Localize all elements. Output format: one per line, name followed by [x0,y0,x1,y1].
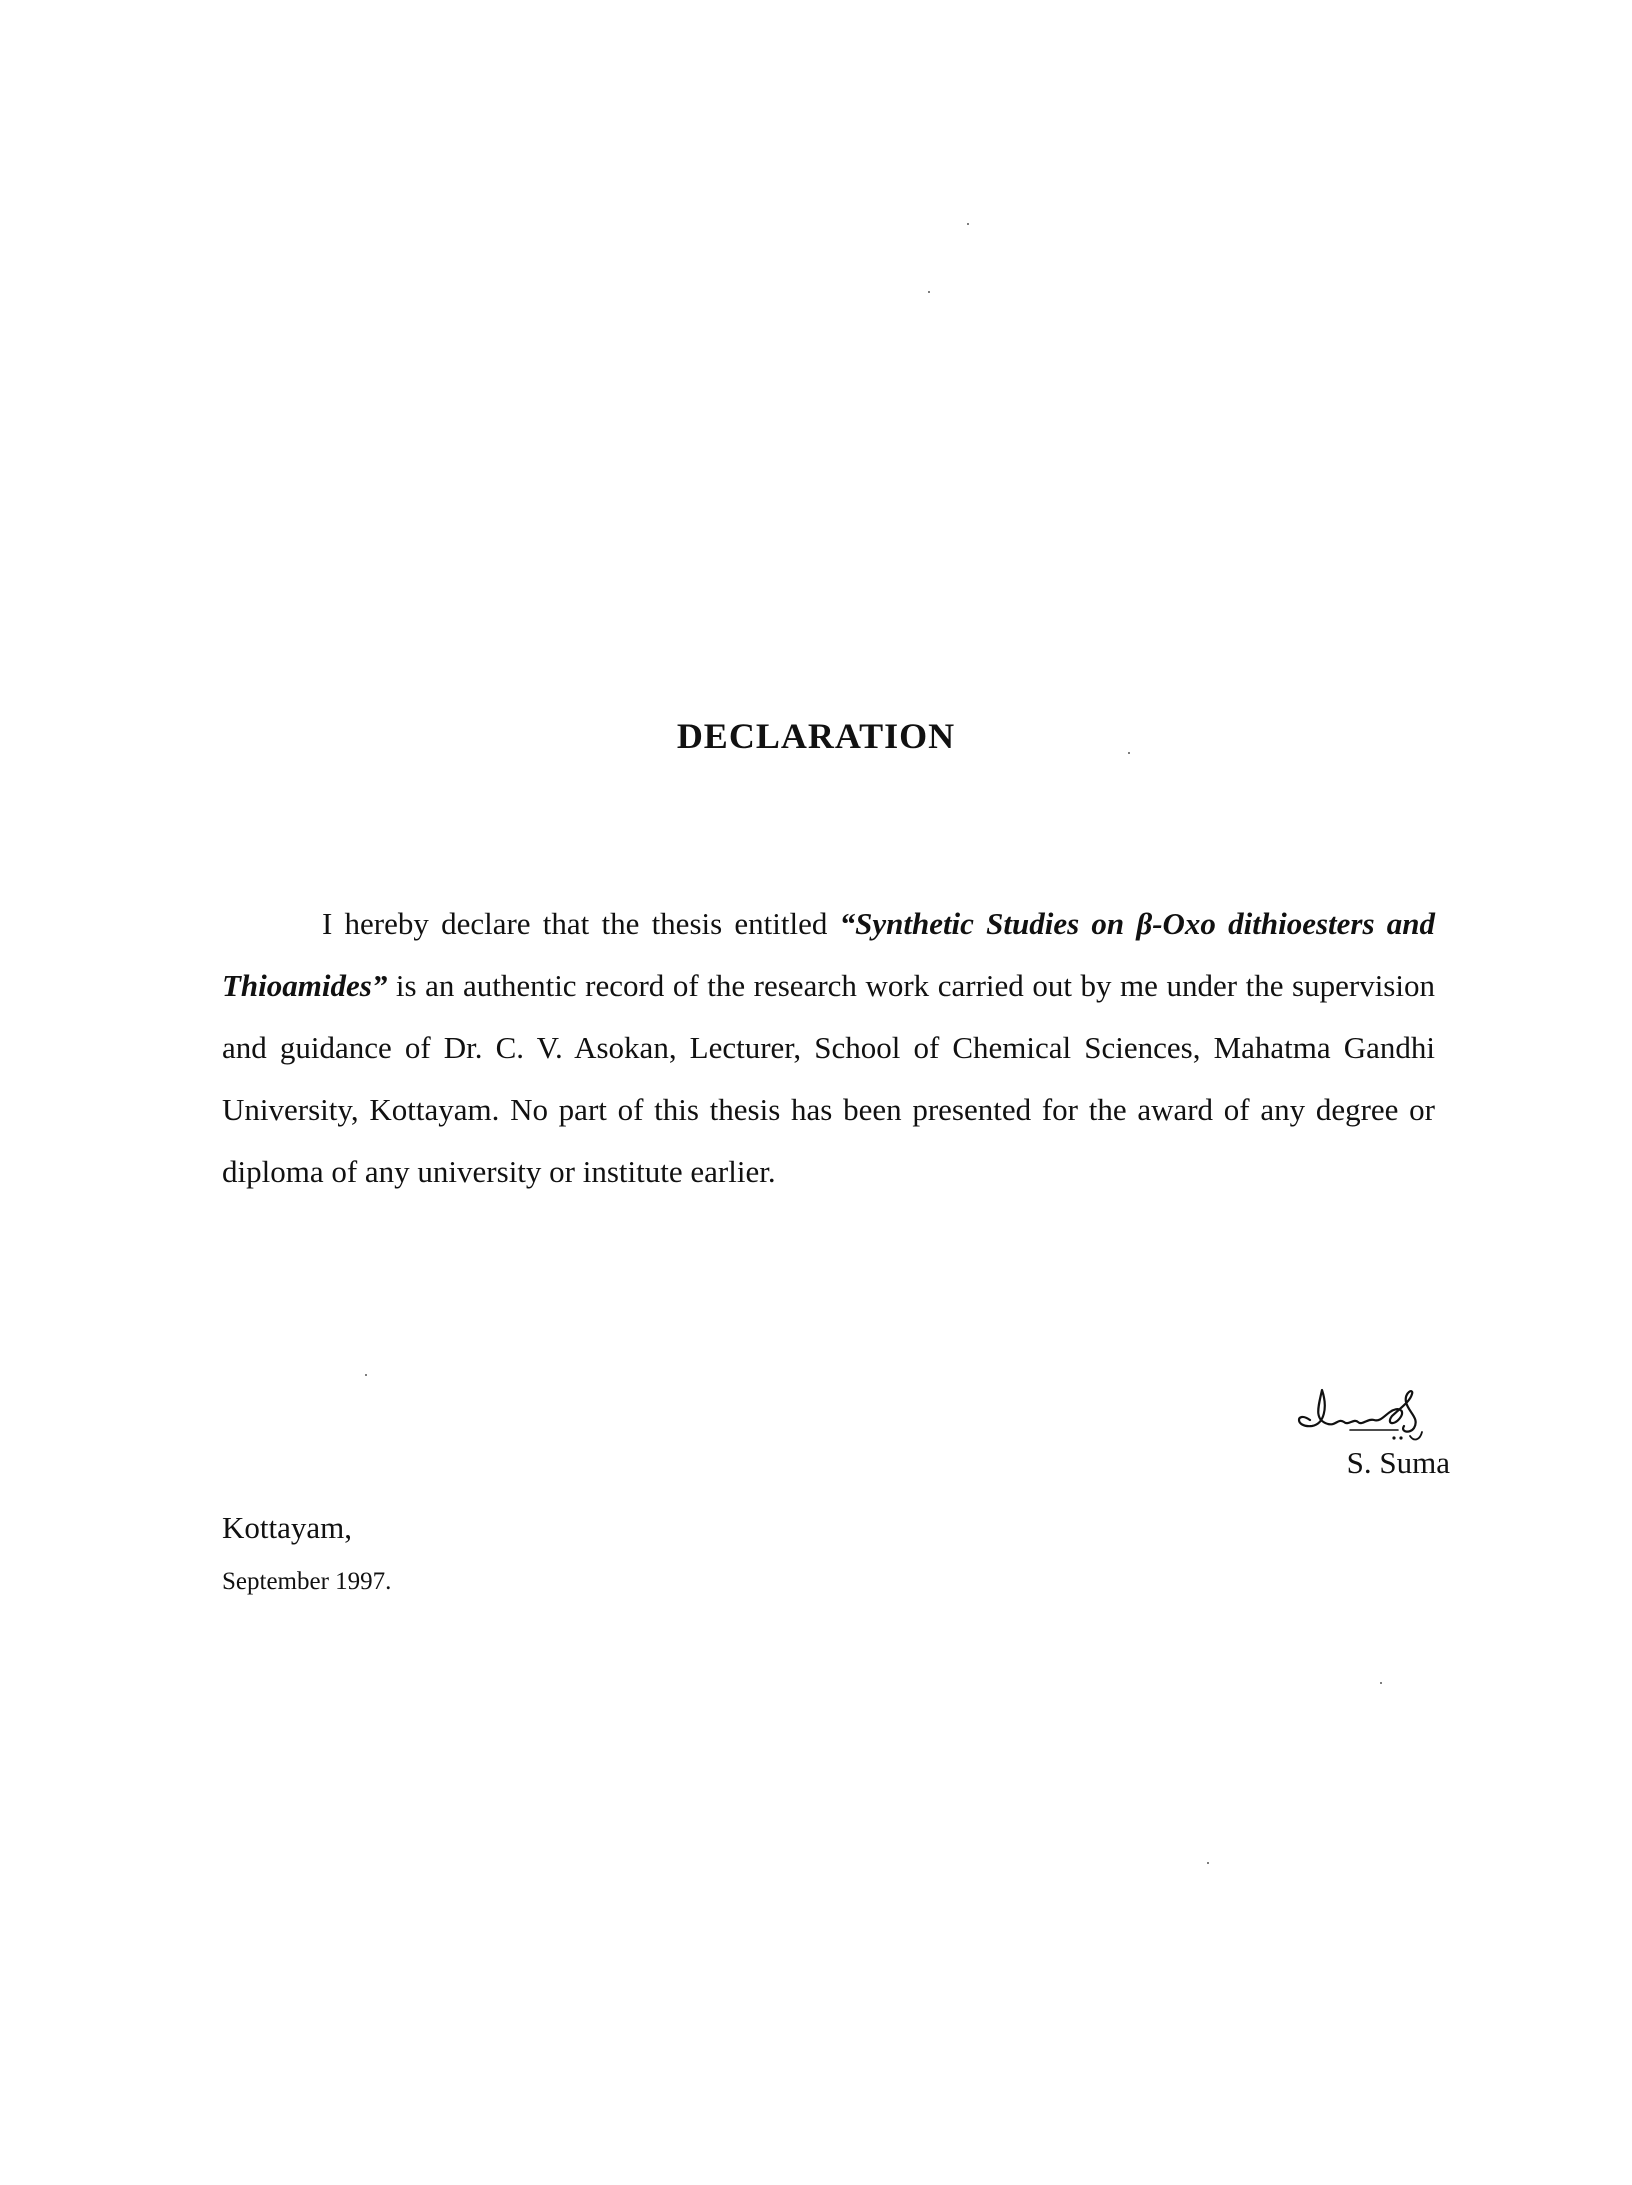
scan-speck [967,223,969,225]
date-line: September 1997. [222,1568,392,1595]
scan-speck [928,291,930,293]
page-title: DECLARATION [676,716,956,756]
declaration-prefix: I hereby declare that the thesis entitled [322,906,840,941]
place-line: Kottayam, [222,1510,352,1545]
declaration-text: is an authentic record of the research work carried out by me under the supervision and guidance of Dr. C. V. Asokan, Lecturer, School of Chemical Sciences, Mahatma Gandhi University, Kottayam. No part of this thesis has been presented for the award of any degree or diploma of any university or institute earlier. [222,968,1435,1189]
scan-speck [365,1374,367,1376]
thesis-title: “Synthetic Studies on β-Oxo dithioesters and Thioamides” [222,906,1436,1003]
handwritten-signature [1288,1380,1438,1450]
scan-speck [1207,1862,1209,1864]
scan-speck [1380,1682,1382,1684]
signer-name: S. Suma [1346,1445,1450,1480]
signature-block [1270,1380,1450,1490]
declaration-paragraph [222,893,1435,1203]
